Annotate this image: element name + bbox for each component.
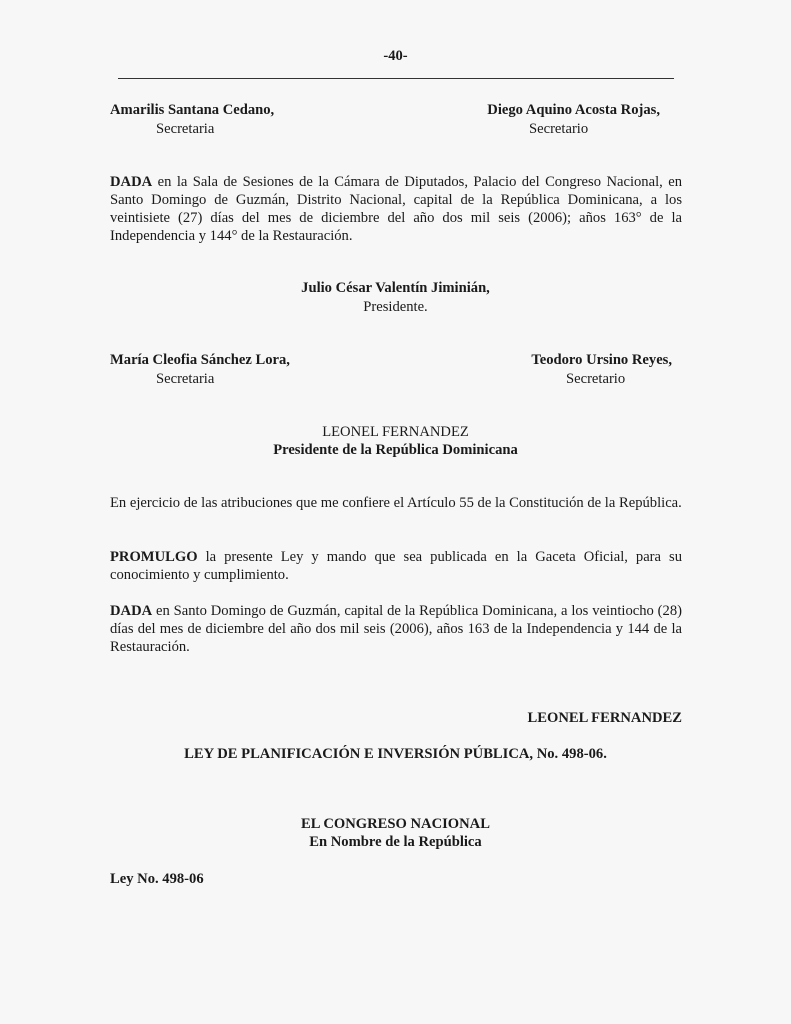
signatory-right-name-2: Teodoro Ursino Reyes, xyxy=(531,352,672,368)
dada-paragraph-2 xyxy=(110,602,682,656)
congress-subheading: En Nombre de la República xyxy=(309,834,482,850)
dada2-body: en Santo Domingo de Guzmán, capital de la República Dominicana, a los veintiocho (28) días del mes de diciembre del año dos mil seis (2006), años 163 de la Independencia y 144 de la Restauración. xyxy=(110,603,682,655)
header-rule xyxy=(118,78,674,79)
president-title: Presidente. xyxy=(363,299,428,315)
ejercicio-paragraph: En ejercicio de las atribuciones que me confiere el Artículo 55 de la Constitución de la República. xyxy=(110,495,682,511)
signatory-left-title: Secretaria xyxy=(156,121,215,137)
signatory-right-title-2: Secretario xyxy=(566,371,626,387)
signature-name: LEONEL FERNANDEZ xyxy=(527,710,682,726)
promulgo-body: la presente Ley y mando que sea publicada en la Gaceta Oficial, para su conocimiento y cumplimiento. xyxy=(110,549,682,583)
president-name: Julio César Valentín Jiminián, xyxy=(301,280,490,296)
dada-paragraph-1 xyxy=(110,173,682,245)
page-number: -40- xyxy=(383,48,408,64)
signatory-left-name-2: María Cleofia Sánchez Lora, xyxy=(110,352,290,368)
law-title: LEY DE PLANIFICACIÓN E INVERSIÓN PÚBLICA, No. 498-06. xyxy=(184,746,607,762)
signatory-right-title: Secretario xyxy=(529,121,589,137)
signatory-left-title-2: Secretaria xyxy=(156,371,215,387)
promulgo-paragraph xyxy=(110,548,682,584)
dada-lead: DADA xyxy=(110,174,153,190)
signatory-left-name: Amarilis Santana Cedano, xyxy=(110,102,275,118)
dada2-lead: DADA xyxy=(110,603,153,619)
executive-name: LEONEL FERNANDEZ xyxy=(322,424,469,440)
signatory-right-name: Diego Aquino Acosta Rojas, xyxy=(487,102,660,118)
law-number: Ley No. 498-06 xyxy=(110,871,204,887)
dada-body: en la Sala de Sesiones de la Cámara de Diputados, Palacio del Congreso Nacional, en Santo Domingo de Guzmán, Distrito Nacional, capital de la República Dominicana, a los veintisiete (27) días del mes de diciembre del año dos mil seis (2006); años 163° de la Independencia y 144° de la Restauración. xyxy=(110,174,682,244)
promulgo-lead: PROMULGO xyxy=(110,549,198,565)
congress-heading: EL CONGRESO NACIONAL xyxy=(301,816,490,832)
executive-title: Presidente de la República Dominicana xyxy=(273,442,518,458)
